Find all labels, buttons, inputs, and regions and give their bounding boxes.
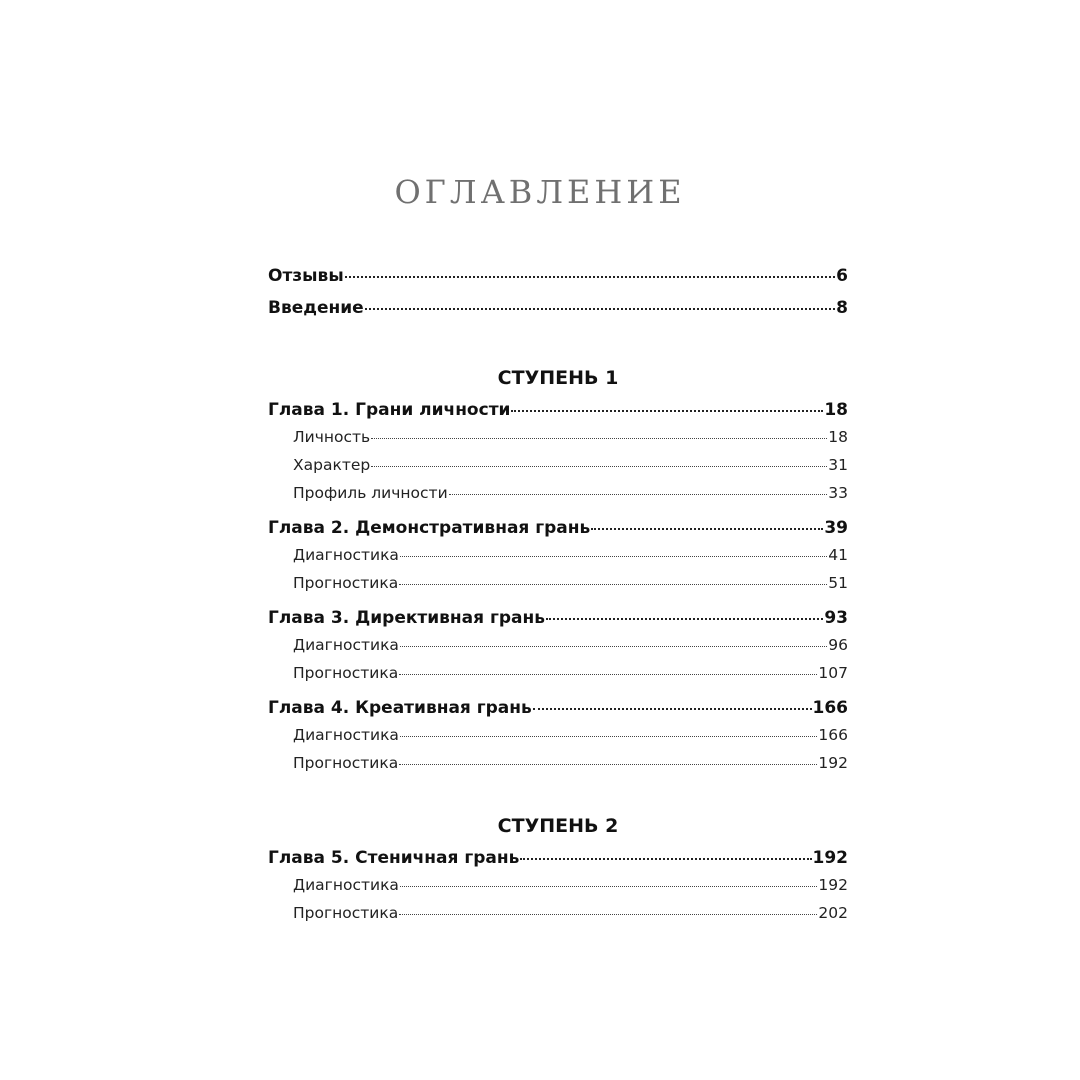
toc-subentry-label: Прогностика [293,754,399,772]
toc-subentry-page: 18 [828,428,848,446]
dot-leader [511,410,823,412]
toc-chapter-label: Глава 5. Стеничная грань [268,848,520,868]
toc-subentry[interactable] [268,548,848,576]
toc-subentry-page: 96 [828,636,848,654]
dot-leader [365,308,835,310]
toc-subentry-page: 192 [818,876,848,894]
table-of-contents [268,264,848,934]
toc-subentry[interactable] [268,458,848,486]
toc-chapter-page: 93 [824,608,848,628]
toc-subentry-page: 51 [828,574,848,592]
toc-subentry[interactable] [268,666,848,694]
toc-chapter-page: 18 [824,400,848,420]
toc-subentry-page: 166 [818,726,848,744]
toc-subentry-page: 33 [828,484,848,502]
toc-subentry[interactable] [268,576,848,604]
toc-chapter-page: 39 [824,518,848,538]
toc-subentry[interactable] [268,906,848,934]
toc-subentry-label: Личность [293,428,371,446]
toc-chapter-label: Глава 1. Грани личности [268,400,511,420]
dot-leader [400,886,817,887]
dot-leader [371,438,827,439]
toc-subentry-label: Прогностика [293,904,399,922]
toc-chapter-5[interactable] [268,850,848,878]
dot-leader [546,618,823,620]
toc-chapter-label: Глава 3. Директивная грань [268,608,545,628]
toc-chapter-label: Глава 2. Демонстративная грань [268,518,591,538]
stage-heading-2: СТУПЕНЬ 2 [497,815,619,837]
toc-subentry-label: Прогностика [293,574,399,592]
dot-leader [520,858,811,860]
toc-subentry[interactable] [268,486,848,514]
dot-leader [345,276,835,278]
dot-leader [399,584,827,585]
toc-subentry-label: Диагностика [293,546,399,564]
toc-subentry[interactable] [268,756,848,784]
dot-leader [533,708,812,710]
toc-subentry-label: Характер [293,456,371,474]
dot-leader [399,764,817,765]
toc-chapter-label: Глава 4. Креативная грань [268,698,532,718]
toc-subentry-page: 41 [828,546,848,564]
toc-subentry-label: Прогностика [293,664,399,682]
toc-subentry[interactable] [268,638,848,666]
toc-chapter-3[interactable] [268,610,848,638]
toc-entry-page: 8 [836,298,848,318]
toc-subentry-page: 31 [828,456,848,474]
toc-chapter-1[interactable] [268,402,848,430]
dot-leader [371,466,827,467]
toc-chapter-2[interactable] [268,520,848,548]
toc-subentry-label: Диагностика [293,876,399,894]
dot-leader [399,674,817,675]
toc-subentry-page: 202 [818,904,848,922]
dot-leader [400,556,827,557]
toc-subentry-page: 192 [818,754,848,772]
toc-subentry-label: Профиль личности [293,484,448,502]
toc-chapter-4[interactable] [268,700,848,728]
toc-subentry-label: Диагностика [293,636,399,654]
toc-subentry[interactable] [268,878,848,906]
dot-leader [400,646,827,647]
toc-subentry[interactable] [268,430,848,458]
dot-leader [449,494,828,495]
toc-entry-introduction[interactable] [268,300,848,328]
page-title: ОГЛАВЛЕНИЕ [394,173,686,211]
toc-subentry-label: Диагностика [293,726,399,744]
dot-leader [400,736,817,737]
toc-entry-label: Введение [268,298,364,318]
toc-subentry-page: 107 [818,664,848,682]
stage-heading-1: СТУПЕНЬ 1 [497,367,619,389]
toc-entry-page: 6 [836,266,848,286]
toc-entry-label: Отзывы [268,266,344,286]
dot-leader [591,528,823,530]
toc-chapter-page: 192 [812,848,848,868]
toc-chapter-page: 166 [812,698,848,718]
toc-subentry[interactable] [268,728,848,756]
dot-leader [399,914,817,915]
toc-entry-reviews[interactable] [268,268,848,296]
